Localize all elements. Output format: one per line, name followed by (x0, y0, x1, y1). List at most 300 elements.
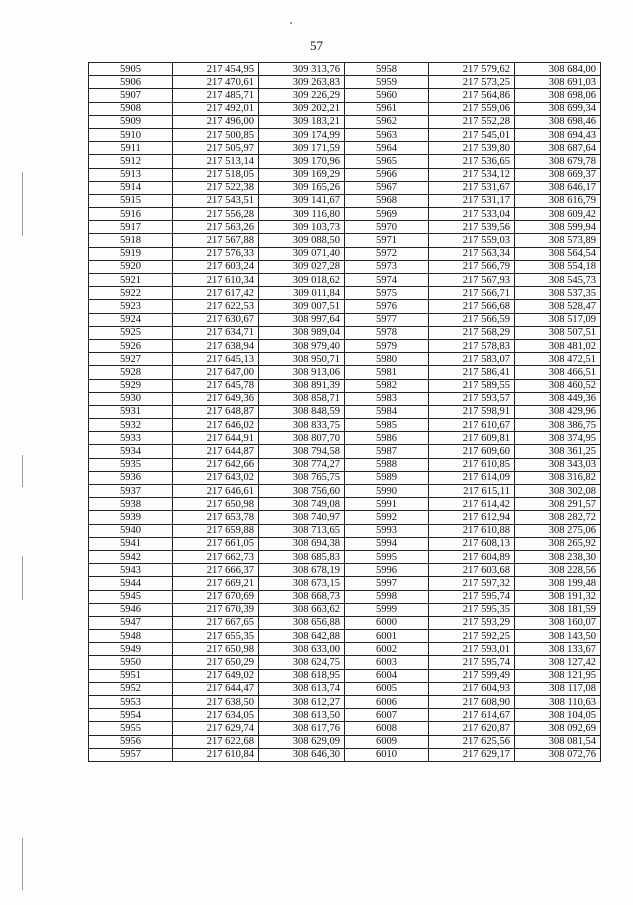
point-number-cell: 5908 (89, 102, 173, 115)
y-coordinate-cell: 308 316,82 (515, 471, 601, 484)
x-coordinate-cell: 217 629,17 (429, 748, 515, 761)
x-coordinate-cell: 217 595,35 (429, 603, 515, 616)
x-coordinate-cell: 217 634,05 (173, 709, 259, 722)
table-row (89, 234, 601, 247)
table-row (89, 260, 601, 273)
x-coordinate-cell: 217 615,11 (429, 485, 515, 498)
x-coordinate-cell: 217 670,69 (173, 590, 259, 603)
x-coordinate-cell: 217 603,24 (173, 260, 259, 273)
point-number-cell: 5967 (345, 181, 429, 194)
point-number-cell: 5998 (345, 590, 429, 603)
point-number-cell: 5930 (89, 392, 173, 405)
y-coordinate-cell: 308 466,51 (515, 366, 601, 379)
point-number-cell: 5950 (89, 656, 173, 669)
point-number-cell: 5948 (89, 630, 173, 643)
x-coordinate-cell: 217 485,71 (173, 89, 259, 102)
x-coordinate-cell: 217 610,88 (429, 524, 515, 537)
table-row (89, 366, 601, 379)
y-coordinate-cell: 308 110,63 (515, 696, 601, 709)
y-coordinate-cell: 308 678,19 (259, 564, 345, 577)
point-number-cell: 5912 (89, 155, 173, 168)
x-coordinate-cell: 217 589,55 (429, 379, 515, 392)
table-row (89, 405, 601, 418)
point-number-cell: 5988 (345, 458, 429, 471)
y-coordinate-cell: 308 833,75 (259, 419, 345, 432)
y-coordinate-cell: 308 072,76 (515, 748, 601, 761)
x-coordinate-cell: 217 492,01 (173, 102, 259, 115)
y-coordinate-cell: 308 613,50 (259, 709, 345, 722)
point-number-cell: 5960 (345, 89, 429, 102)
point-number-cell: 6004 (345, 669, 429, 682)
y-coordinate-cell: 308 979,40 (259, 339, 345, 352)
point-number-cell: 5995 (345, 550, 429, 563)
point-number-cell: 5971 (345, 234, 429, 247)
point-number-cell: 5936 (89, 471, 173, 484)
x-coordinate-cell: 217 620,87 (429, 722, 515, 735)
scan-speck (290, 22, 292, 24)
table-row (89, 102, 601, 115)
table-row (89, 115, 601, 128)
y-coordinate-cell: 308 160,07 (515, 616, 601, 629)
y-coordinate-cell: 308 765,75 (259, 471, 345, 484)
y-coordinate-cell: 308 633,00 (259, 643, 345, 656)
point-number-cell: 5964 (345, 142, 429, 155)
point-number-cell: 5947 (89, 616, 173, 629)
x-coordinate-cell: 217 539,80 (429, 142, 515, 155)
y-coordinate-cell: 308 646,30 (259, 748, 345, 761)
point-number-cell: 5961 (345, 102, 429, 115)
y-coordinate-cell: 308 537,35 (515, 287, 601, 300)
y-coordinate-cell: 309 174,99 (259, 128, 345, 141)
point-number-cell: 5945 (89, 590, 173, 603)
y-coordinate-cell: 308 133,67 (515, 643, 601, 656)
point-number-cell: 5940 (89, 524, 173, 537)
point-number-cell: 5952 (89, 682, 173, 695)
table-row (89, 168, 601, 181)
x-coordinate-cell: 217 586,41 (429, 366, 515, 379)
table-row (89, 722, 601, 735)
x-coordinate-cell: 217 566,68 (429, 300, 515, 313)
scan-edge-mark (22, 838, 23, 890)
y-coordinate-cell: 308 642,88 (259, 630, 345, 643)
table-row (89, 669, 601, 682)
y-coordinate-cell: 309 202,21 (259, 102, 345, 115)
point-number-cell: 5972 (345, 247, 429, 260)
point-number-cell: 5914 (89, 181, 173, 194)
table-row (89, 274, 601, 287)
table-row (89, 300, 601, 313)
point-number-cell: 5984 (345, 405, 429, 418)
point-number-cell: 5919 (89, 247, 173, 260)
point-number-cell: 6002 (345, 643, 429, 656)
x-coordinate-cell: 217 559,06 (429, 102, 515, 115)
table-row (89, 392, 601, 405)
y-coordinate-cell: 309 263,83 (259, 76, 345, 89)
point-number-cell: 5994 (345, 537, 429, 550)
x-coordinate-cell: 217 556,28 (173, 208, 259, 221)
y-coordinate-cell: 308 374,95 (515, 432, 601, 445)
table-row (89, 326, 601, 339)
point-number-cell: 5926 (89, 339, 173, 352)
x-coordinate-cell: 217 559,03 (429, 234, 515, 247)
y-coordinate-cell: 308 713,65 (259, 524, 345, 537)
y-coordinate-cell: 308 361,25 (515, 445, 601, 458)
y-coordinate-cell: 308 199,48 (515, 577, 601, 590)
table-row (89, 630, 601, 643)
x-coordinate-cell: 217 500,85 (173, 128, 259, 141)
y-coordinate-cell: 309 007,51 (259, 300, 345, 313)
y-coordinate-cell: 308 617,76 (259, 722, 345, 735)
y-coordinate-cell: 308 238,30 (515, 550, 601, 563)
point-number-cell: 5981 (345, 366, 429, 379)
table-row (89, 603, 601, 616)
point-number-cell: 5920 (89, 260, 173, 273)
point-number-cell: 5932 (89, 419, 173, 432)
y-coordinate-cell: 308 698,06 (515, 89, 601, 102)
point-number-cell: 6006 (345, 696, 429, 709)
y-coordinate-cell: 309 226,29 (259, 89, 345, 102)
y-coordinate-cell: 308 554,18 (515, 260, 601, 273)
point-number-cell: 5980 (345, 353, 429, 366)
y-coordinate-cell: 308 699,34 (515, 102, 601, 115)
x-coordinate-cell: 217 578,83 (429, 339, 515, 352)
point-number-cell: 5973 (345, 260, 429, 273)
y-coordinate-cell: 309 103,73 (259, 221, 345, 234)
table-row (89, 445, 601, 458)
x-coordinate-cell: 217 645,78 (173, 379, 259, 392)
y-coordinate-cell: 308 282,72 (515, 511, 601, 524)
x-coordinate-cell: 217 566,71 (429, 287, 515, 300)
y-coordinate-cell: 308 691,03 (515, 76, 601, 89)
y-coordinate-cell: 308 429,96 (515, 405, 601, 418)
x-coordinate-cell: 217 610,34 (173, 274, 259, 287)
table-row (89, 616, 601, 629)
table-row (89, 379, 601, 392)
point-number-cell: 5924 (89, 313, 173, 326)
y-coordinate-cell: 308 616,79 (515, 194, 601, 207)
point-number-cell: 5999 (345, 603, 429, 616)
table-row (89, 221, 601, 234)
point-number-cell: 5989 (345, 471, 429, 484)
x-coordinate-cell: 217 617,42 (173, 287, 259, 300)
x-coordinate-cell: 217 638,50 (173, 696, 259, 709)
y-coordinate-cell: 308 807,70 (259, 432, 345, 445)
point-number-cell: 6005 (345, 682, 429, 695)
y-coordinate-cell: 308 740,97 (259, 511, 345, 524)
x-coordinate-cell: 217 662,73 (173, 550, 259, 563)
y-coordinate-cell: 308 564,54 (515, 247, 601, 260)
x-coordinate-cell: 217 667,65 (173, 616, 259, 629)
y-coordinate-cell: 309 183,21 (259, 115, 345, 128)
y-coordinate-cell: 308 092,69 (515, 722, 601, 735)
x-coordinate-cell: 217 576,33 (173, 247, 259, 260)
point-number-cell: 5943 (89, 564, 173, 577)
point-number-cell: 5906 (89, 76, 173, 89)
table-row (89, 656, 601, 669)
point-number-cell: 5955 (89, 722, 173, 735)
y-coordinate-cell: 309 027,28 (259, 260, 345, 273)
point-number-cell: 5941 (89, 537, 173, 550)
y-coordinate-cell: 308 612,27 (259, 696, 345, 709)
x-coordinate-cell: 217 642,66 (173, 458, 259, 471)
x-coordinate-cell: 217 645,13 (173, 353, 259, 366)
x-coordinate-cell: 217 603,68 (429, 564, 515, 577)
y-coordinate-cell: 308 950,71 (259, 353, 345, 366)
x-coordinate-cell: 217 545,01 (429, 128, 515, 141)
x-coordinate-cell: 217 622,53 (173, 300, 259, 313)
point-number-cell: 5997 (345, 577, 429, 590)
x-coordinate-cell: 217 597,32 (429, 577, 515, 590)
page-number: 57 (310, 38, 323, 53)
point-number-cell: 5937 (89, 485, 173, 498)
y-coordinate-cell: 308 685,83 (259, 550, 345, 563)
scan-edge-mark (22, 172, 23, 236)
point-number-cell: 5963 (345, 128, 429, 141)
x-coordinate-cell: 217 644,47 (173, 682, 259, 695)
y-coordinate-cell: 308 573,89 (515, 234, 601, 247)
x-coordinate-cell: 217 661,05 (173, 537, 259, 550)
y-coordinate-cell: 308 656,88 (259, 616, 345, 629)
y-coordinate-cell: 308 507,51 (515, 326, 601, 339)
x-coordinate-cell: 217 643,02 (173, 471, 259, 484)
x-coordinate-cell: 217 604,89 (429, 550, 515, 563)
table-row (89, 247, 601, 260)
y-coordinate-cell: 308 104,05 (515, 709, 601, 722)
x-coordinate-cell: 217 648,87 (173, 405, 259, 418)
point-number-cell: 5990 (345, 485, 429, 498)
x-coordinate-cell: 217 583,07 (429, 353, 515, 366)
y-coordinate-cell: 308 684,00 (515, 63, 601, 76)
point-number-cell: 5993 (345, 524, 429, 537)
point-number-cell: 5929 (89, 379, 173, 392)
x-coordinate-cell: 217 622,68 (173, 735, 259, 748)
point-number-cell: 5977 (345, 313, 429, 326)
x-coordinate-cell: 217 598,91 (429, 405, 515, 418)
y-coordinate-cell: 308 794,58 (259, 445, 345, 458)
y-coordinate-cell: 308 673,15 (259, 577, 345, 590)
point-number-cell: 5983 (345, 392, 429, 405)
point-number-cell: 5907 (89, 89, 173, 102)
x-coordinate-cell: 217 593,29 (429, 616, 515, 629)
x-coordinate-cell: 217 536,65 (429, 155, 515, 168)
x-coordinate-cell: 217 612,94 (429, 511, 515, 524)
y-coordinate-cell: 308 275,06 (515, 524, 601, 537)
x-coordinate-cell: 217 653,78 (173, 511, 259, 524)
point-number-cell: 5918 (89, 234, 173, 247)
point-number-cell: 5975 (345, 287, 429, 300)
table-row (89, 498, 601, 511)
table-row (89, 537, 601, 550)
point-number-cell: 5992 (345, 511, 429, 524)
point-number-cell: 5974 (345, 274, 429, 287)
x-coordinate-cell: 217 638,94 (173, 339, 259, 352)
y-coordinate-cell: 308 545,73 (515, 274, 601, 287)
x-coordinate-cell: 217 644,87 (173, 445, 259, 458)
x-coordinate-cell: 217 614,42 (429, 498, 515, 511)
y-coordinate-cell: 308 756,60 (259, 485, 345, 498)
point-number-cell: 5913 (89, 168, 173, 181)
point-number-cell: 5935 (89, 458, 173, 471)
x-coordinate-cell: 217 614,67 (429, 709, 515, 722)
x-coordinate-cell: 217 629,74 (173, 722, 259, 735)
table-row (89, 89, 601, 102)
y-coordinate-cell: 308 191,32 (515, 590, 601, 603)
y-coordinate-cell: 308 679,78 (515, 155, 601, 168)
x-coordinate-cell: 217 454,95 (173, 63, 259, 76)
y-coordinate-cell: 308 613,74 (259, 682, 345, 695)
y-coordinate-cell: 308 460,52 (515, 379, 601, 392)
point-number-cell: 5917 (89, 221, 173, 234)
y-coordinate-cell: 308 687,64 (515, 142, 601, 155)
table-row (89, 432, 601, 445)
y-coordinate-cell: 309 169,29 (259, 168, 345, 181)
table-row (89, 353, 601, 366)
point-number-cell: 5911 (89, 142, 173, 155)
x-coordinate-cell: 217 650,98 (173, 498, 259, 511)
y-coordinate-cell: 309 018,62 (259, 274, 345, 287)
x-coordinate-cell: 217 543,51 (173, 194, 259, 207)
point-number-cell: 5910 (89, 128, 173, 141)
x-coordinate-cell: 217 513,14 (173, 155, 259, 168)
y-coordinate-cell: 309 071,40 (259, 247, 345, 260)
point-number-cell: 5966 (345, 168, 429, 181)
coordinates-table (88, 62, 601, 762)
table-row (89, 142, 601, 155)
x-coordinate-cell: 217 595,74 (429, 656, 515, 669)
point-number-cell: 5938 (89, 498, 173, 511)
point-number-cell: 5976 (345, 300, 429, 313)
x-coordinate-cell: 217 650,29 (173, 656, 259, 669)
table-row (89, 524, 601, 537)
y-coordinate-cell: 308 669,37 (515, 168, 601, 181)
point-number-cell: 5928 (89, 366, 173, 379)
point-number-cell: 5965 (345, 155, 429, 168)
point-number-cell: 6007 (345, 709, 429, 722)
y-coordinate-cell: 308 989,04 (259, 326, 345, 339)
x-coordinate-cell: 217 568,29 (429, 326, 515, 339)
x-coordinate-cell: 217 659,88 (173, 524, 259, 537)
y-coordinate-cell: 308 121,95 (515, 669, 601, 682)
table-row (89, 485, 601, 498)
point-number-cell: 5968 (345, 194, 429, 207)
point-number-cell: 5986 (345, 432, 429, 445)
y-coordinate-cell: 309 313,76 (259, 63, 345, 76)
x-coordinate-cell: 217 646,02 (173, 419, 259, 432)
x-coordinate-cell: 217 599,49 (429, 669, 515, 682)
point-number-cell: 5905 (89, 63, 173, 76)
y-coordinate-cell: 308 449,36 (515, 392, 601, 405)
y-coordinate-cell: 308 143,50 (515, 630, 601, 643)
x-coordinate-cell: 217 593,01 (429, 643, 515, 656)
x-coordinate-cell: 217 531,67 (429, 181, 515, 194)
point-number-cell: 5939 (89, 511, 173, 524)
coordinates-table-body (89, 63, 601, 762)
x-coordinate-cell: 217 567,88 (173, 234, 259, 247)
table-row (89, 194, 601, 207)
y-coordinate-cell: 308 694,38 (259, 537, 345, 550)
x-coordinate-cell: 217 522,38 (173, 181, 259, 194)
x-coordinate-cell: 217 646,61 (173, 485, 259, 498)
y-coordinate-cell: 309 011,84 (259, 287, 345, 300)
y-coordinate-cell: 308 629,09 (259, 735, 345, 748)
point-number-cell: 5959 (345, 76, 429, 89)
point-number-cell: 5982 (345, 379, 429, 392)
point-number-cell: 5996 (345, 564, 429, 577)
x-coordinate-cell: 217 592,25 (429, 630, 515, 643)
table-row (89, 709, 601, 722)
y-coordinate-cell: 308 265,92 (515, 537, 601, 550)
y-coordinate-cell: 308 694,43 (515, 128, 601, 141)
point-number-cell: 5979 (345, 339, 429, 352)
x-coordinate-cell: 217 579,62 (429, 63, 515, 76)
point-number-cell: 5951 (89, 669, 173, 682)
x-coordinate-cell: 217 625,56 (429, 735, 515, 748)
point-number-cell: 5978 (345, 326, 429, 339)
scan-edge-mark (22, 455, 23, 487)
point-number-cell: 5946 (89, 603, 173, 616)
point-number-cell: 5931 (89, 405, 173, 418)
y-coordinate-cell: 308 997,64 (259, 313, 345, 326)
point-number-cell: 5925 (89, 326, 173, 339)
table-row (89, 181, 601, 194)
point-number-cell: 5909 (89, 115, 173, 128)
point-number-cell: 5958 (345, 63, 429, 76)
x-coordinate-cell: 217 593,57 (429, 392, 515, 405)
x-coordinate-cell: 217 670,39 (173, 603, 259, 616)
x-coordinate-cell: 217 534,12 (429, 168, 515, 181)
point-number-cell: 5915 (89, 194, 173, 207)
x-coordinate-cell: 217 531,17 (429, 194, 515, 207)
x-coordinate-cell: 217 647,00 (173, 366, 259, 379)
table-row (89, 287, 601, 300)
point-number-cell: 5934 (89, 445, 173, 458)
table-row (89, 63, 601, 76)
x-coordinate-cell: 217 610,84 (173, 748, 259, 761)
table-row (89, 128, 601, 141)
y-coordinate-cell: 308 774,27 (259, 458, 345, 471)
table-row (89, 550, 601, 563)
table-row (89, 208, 601, 221)
y-coordinate-cell: 308 228,56 (515, 564, 601, 577)
y-coordinate-cell: 308 302,08 (515, 485, 601, 498)
y-coordinate-cell: 308 481,02 (515, 339, 601, 352)
x-coordinate-cell: 217 566,79 (429, 260, 515, 273)
x-coordinate-cell: 217 518,05 (173, 168, 259, 181)
x-coordinate-cell: 217 563,26 (173, 221, 259, 234)
x-coordinate-cell: 217 539,56 (429, 221, 515, 234)
x-coordinate-cell: 217 608,13 (429, 537, 515, 550)
y-coordinate-cell: 309 116,80 (259, 208, 345, 221)
x-coordinate-cell: 217 470,61 (173, 76, 259, 89)
y-coordinate-cell: 308 081,54 (515, 735, 601, 748)
y-coordinate-cell: 308 646,17 (515, 181, 601, 194)
point-number-cell: 5962 (345, 115, 429, 128)
y-coordinate-cell: 309 170,96 (259, 155, 345, 168)
x-coordinate-cell: 217 650,98 (173, 643, 259, 656)
y-coordinate-cell: 308 858,71 (259, 392, 345, 405)
point-number-cell: 5954 (89, 709, 173, 722)
x-coordinate-cell: 217 655,35 (173, 630, 259, 643)
x-coordinate-cell: 217 609,60 (429, 445, 515, 458)
y-coordinate-cell: 309 141,67 (259, 194, 345, 207)
x-coordinate-cell: 217 567,93 (429, 274, 515, 287)
y-coordinate-cell: 309 088,50 (259, 234, 345, 247)
x-coordinate-cell: 217 604,93 (429, 682, 515, 695)
y-coordinate-cell: 309 165,26 (259, 181, 345, 194)
point-number-cell: 6010 (345, 748, 429, 761)
x-coordinate-cell: 217 649,36 (173, 392, 259, 405)
x-coordinate-cell: 217 609,81 (429, 432, 515, 445)
